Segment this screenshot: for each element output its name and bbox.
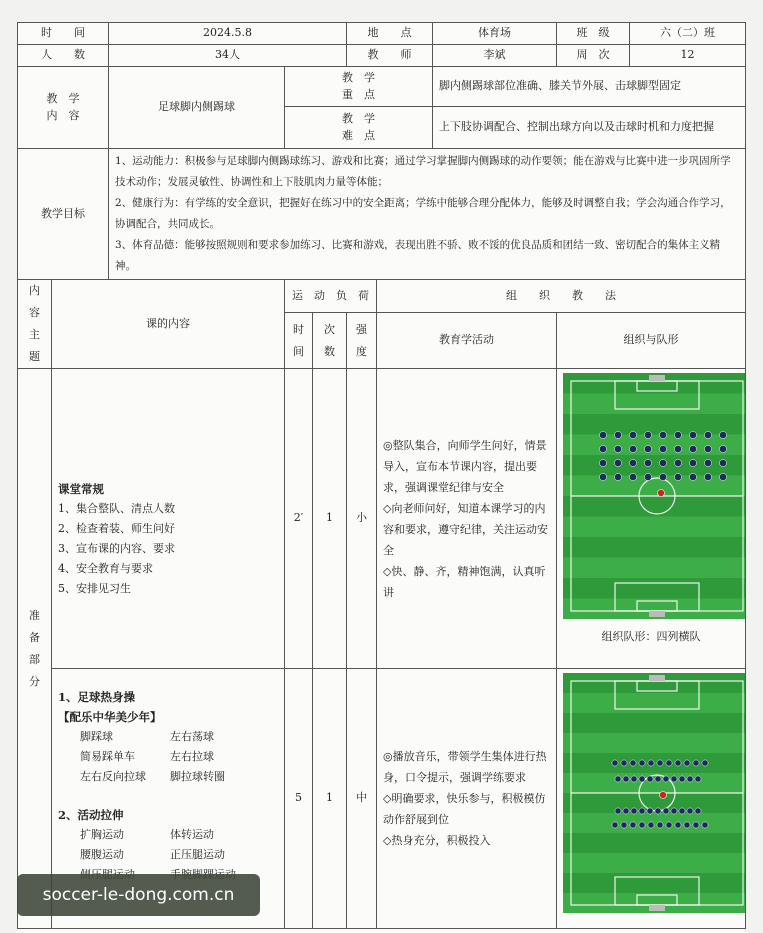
student-marker	[684, 760, 690, 766]
list-item: 扩胸运动 体转运动	[80, 828, 214, 841]
date-value: 2024.5.8	[109, 23, 347, 45]
grass-stripe	[563, 853, 746, 874]
topic: 足球脚内侧踢球	[109, 67, 285, 149]
class-value: 六（二）班	[630, 23, 746, 45]
student-marker	[704, 445, 711, 452]
class-label: 班 级	[557, 23, 630, 45]
goals-label: 教学目标	[18, 149, 109, 280]
student-marker	[693, 760, 699, 766]
routine-content	[52, 369, 285, 669]
student-marker	[614, 445, 621, 452]
list-item: 1、集合整队、清点人数	[58, 501, 175, 515]
activity-header: 教育学活动	[377, 313, 557, 369]
list-item: 3、宣布课的内容、要求	[58, 541, 175, 555]
student-marker	[648, 760, 654, 766]
student-marker	[647, 808, 653, 814]
row2-reps: 1	[313, 669, 347, 929]
grass-stripe	[563, 414, 746, 435]
lesson-plan-table	[17, 22, 746, 929]
student-marker	[659, 431, 666, 438]
student-marker	[719, 431, 726, 438]
list-item: 4、安全教育与要求	[58, 561, 153, 575]
student-marker	[689, 473, 696, 480]
theme-header: 内 容 主 题	[18, 280, 52, 369]
grass-stripe	[563, 733, 746, 754]
soccer-field-diagram	[563, 673, 746, 913]
teacher-marker	[660, 792, 667, 799]
student-marker	[663, 808, 669, 814]
grass-stripe	[563, 558, 746, 579]
student-marker	[674, 473, 681, 480]
student-marker	[599, 459, 606, 466]
student-marker	[612, 822, 618, 828]
student-marker	[659, 445, 666, 452]
student-marker	[689, 431, 696, 438]
student-marker	[671, 808, 677, 814]
student-marker	[719, 459, 726, 466]
student-marker	[679, 776, 685, 782]
student-marker	[639, 776, 645, 782]
list-item: 5、安排见习生	[58, 581, 131, 595]
student-marker	[702, 822, 708, 828]
row1-activities: ◎整队集合，向师学生问好，情景导入，宣布本节课内容，提出要求，强调课堂纪律与安全 ◇向老师问好，知道本课学习的内容和要求，遵守纪律，关注运动安全 ◇快、静、齐，精神饱满，认真听讲	[377, 369, 557, 669]
student-marker	[629, 431, 636, 438]
student-marker	[630, 760, 636, 766]
student-marker	[674, 445, 681, 452]
soccer-field-diagram	[563, 373, 746, 619]
goal-item: 3、体育品德：能够按照规则和要求参加练习、比赛和游戏，表现出胜不骄、败不馁的优良品质和团结一致、密切配合的集体主义精神。	[115, 239, 721, 272]
count-value: 34人	[109, 45, 347, 67]
row2-intensity: 中	[347, 669, 377, 929]
student-marker	[631, 776, 637, 782]
key-points: 脚内侧踢球部位准确、膝关节外展、击球脚型固定	[433, 67, 746, 107]
student-marker	[719, 473, 726, 480]
count-label: 人 数	[18, 45, 109, 67]
key-points-label: 教 学 重 点	[285, 67, 433, 107]
student-marker	[648, 822, 654, 828]
student-marker	[687, 808, 693, 814]
section-label: 准 备 部 分	[18, 369, 52, 929]
student-marker	[663, 776, 669, 782]
student-marker	[659, 473, 666, 480]
routine-title: 课堂常规	[58, 481, 104, 496]
student-marker	[693, 822, 699, 828]
student-marker	[674, 431, 681, 438]
grass-stripe	[563, 833, 746, 854]
student-marker	[630, 822, 636, 828]
load-header: 运 动 负 荷	[285, 280, 377, 313]
student-marker	[599, 431, 606, 438]
student-marker	[659, 459, 666, 466]
week-value: 12	[630, 45, 746, 67]
student-marker	[639, 822, 645, 828]
student-marker	[675, 822, 681, 828]
grass-stripe	[563, 537, 746, 558]
grass-stripe	[563, 693, 746, 714]
warmup-subtitle: 【配乐中华美少年】	[58, 710, 162, 724]
student-marker	[629, 473, 636, 480]
student-marker	[687, 776, 693, 782]
grass-stripe	[563, 435, 746, 456]
row1-time: 2′	[285, 369, 313, 669]
intensity-header: 强 度	[347, 313, 377, 369]
student-marker	[599, 445, 606, 452]
goal-item: 2、健康行为：有学练的安全意识，把握好在练习中的安全距离；学练中能够合理分配体力，能够及时调整自我；学会沟通合作学习，协调配合，共同成长。	[115, 197, 731, 230]
student-marker	[695, 808, 701, 814]
goal-item: 1、运动能力：积极参与足球脚内侧踢球练习、游戏和比赛；通过学习掌握脚内侧踢球的动作要领；能在游戏与比赛中进一步巩固所学技术动作；发展灵敏性、协调性和上下肢肌肉力量等体能；	[115, 155, 731, 188]
row2-activities: ◎播放音乐，带领学生集体进行热身，口令提示，强调学练要求 ◇明确要求，快乐参与，积极模仿动作舒展到位 ◇热身充分，积极投入	[377, 669, 557, 929]
list-item: 左右反向拉球 脚拉球转圈	[80, 770, 225, 783]
stretch-title: 2、活动拉伸	[58, 808, 124, 822]
grass-stripe	[563, 873, 746, 894]
grass-stripe	[563, 394, 746, 415]
warmup-title: 1、足球热身操	[58, 690, 136, 704]
student-marker	[644, 473, 651, 480]
student-marker	[689, 445, 696, 452]
student-marker	[629, 459, 636, 466]
student-marker	[666, 822, 672, 828]
teacher-marker	[658, 490, 665, 497]
student-marker	[644, 459, 651, 466]
student-marker	[639, 760, 645, 766]
student-marker	[623, 776, 629, 782]
student-marker	[614, 473, 621, 480]
student-marker	[599, 473, 606, 480]
student-marker	[684, 822, 690, 828]
teacher-label: 教 师	[347, 45, 433, 67]
list-item: 简易踩单车 左右拉球	[80, 750, 214, 763]
student-marker	[675, 760, 681, 766]
student-marker	[695, 776, 701, 782]
row2-formation	[557, 669, 746, 929]
place-value: 体育场	[433, 23, 557, 45]
student-marker	[655, 808, 661, 814]
student-marker	[704, 431, 711, 438]
row1-reps: 1	[313, 369, 347, 669]
student-marker	[644, 431, 651, 438]
student-marker	[612, 760, 618, 766]
formation-header: 组织与队形	[557, 313, 746, 369]
difficulties-label: 教 学 难 点	[285, 107, 433, 149]
row2-time: 5	[285, 669, 313, 929]
student-marker	[671, 776, 677, 782]
list-item: 腰腹运动 正压腿运动	[80, 848, 225, 861]
list-item: 2、检查着装、师生问好	[58, 521, 175, 535]
student-marker	[702, 760, 708, 766]
student-marker	[657, 822, 663, 828]
student-marker	[655, 776, 661, 782]
watermark: soccer-le-dong.com.cn	[17, 874, 260, 916]
student-marker	[679, 808, 685, 814]
student-marker	[647, 776, 653, 782]
student-marker	[657, 760, 663, 766]
student-marker	[614, 431, 621, 438]
grass-stripe	[563, 773, 746, 794]
week-label: 周 次	[557, 45, 630, 67]
content-label: 教 学 内 容	[18, 67, 109, 149]
time-header: 时 间	[285, 313, 313, 369]
place-label: 地 点	[347, 23, 433, 45]
teacher-value: 李斌	[433, 45, 557, 67]
student-marker	[623, 808, 629, 814]
student-marker	[621, 760, 627, 766]
goal-bottom	[649, 611, 665, 617]
grass-stripe	[563, 578, 746, 599]
row1-formation	[557, 369, 746, 669]
student-marker	[666, 760, 672, 766]
goal-top	[649, 675, 665, 681]
grass-stripe	[563, 713, 746, 734]
student-marker	[644, 445, 651, 452]
student-marker	[614, 459, 621, 466]
list-item: 脚踩球 左右荡球	[80, 730, 214, 743]
student-marker	[629, 445, 636, 452]
difficulties: 上下肢协调配合、控制出球方向以及击球时机和力度把握	[433, 107, 746, 149]
goal-top	[649, 375, 665, 381]
grass-stripe	[563, 813, 746, 834]
student-marker	[615, 776, 621, 782]
reps-header: 次 数	[313, 313, 347, 369]
grass-stripe	[563, 455, 746, 476]
goals-text	[109, 149, 746, 280]
time-label: 时 间	[18, 23, 109, 45]
method-header: 组 织 教 法	[377, 280, 746, 313]
row1-intensity: 小	[347, 369, 377, 669]
goal-bottom	[649, 905, 665, 911]
student-marker	[615, 808, 621, 814]
lesson-header: 课的内容	[52, 280, 285, 369]
student-marker	[704, 473, 711, 480]
student-marker	[719, 445, 726, 452]
grass-stripe	[563, 517, 746, 538]
student-marker	[689, 459, 696, 466]
lesson-plan-page	[17, 22, 745, 933]
student-marker	[639, 808, 645, 814]
student-marker	[631, 808, 637, 814]
student-marker	[621, 822, 627, 828]
student-marker	[704, 459, 711, 466]
student-marker	[674, 459, 681, 466]
formation-caption: 组织队形：四列横队	[601, 630, 701, 643]
